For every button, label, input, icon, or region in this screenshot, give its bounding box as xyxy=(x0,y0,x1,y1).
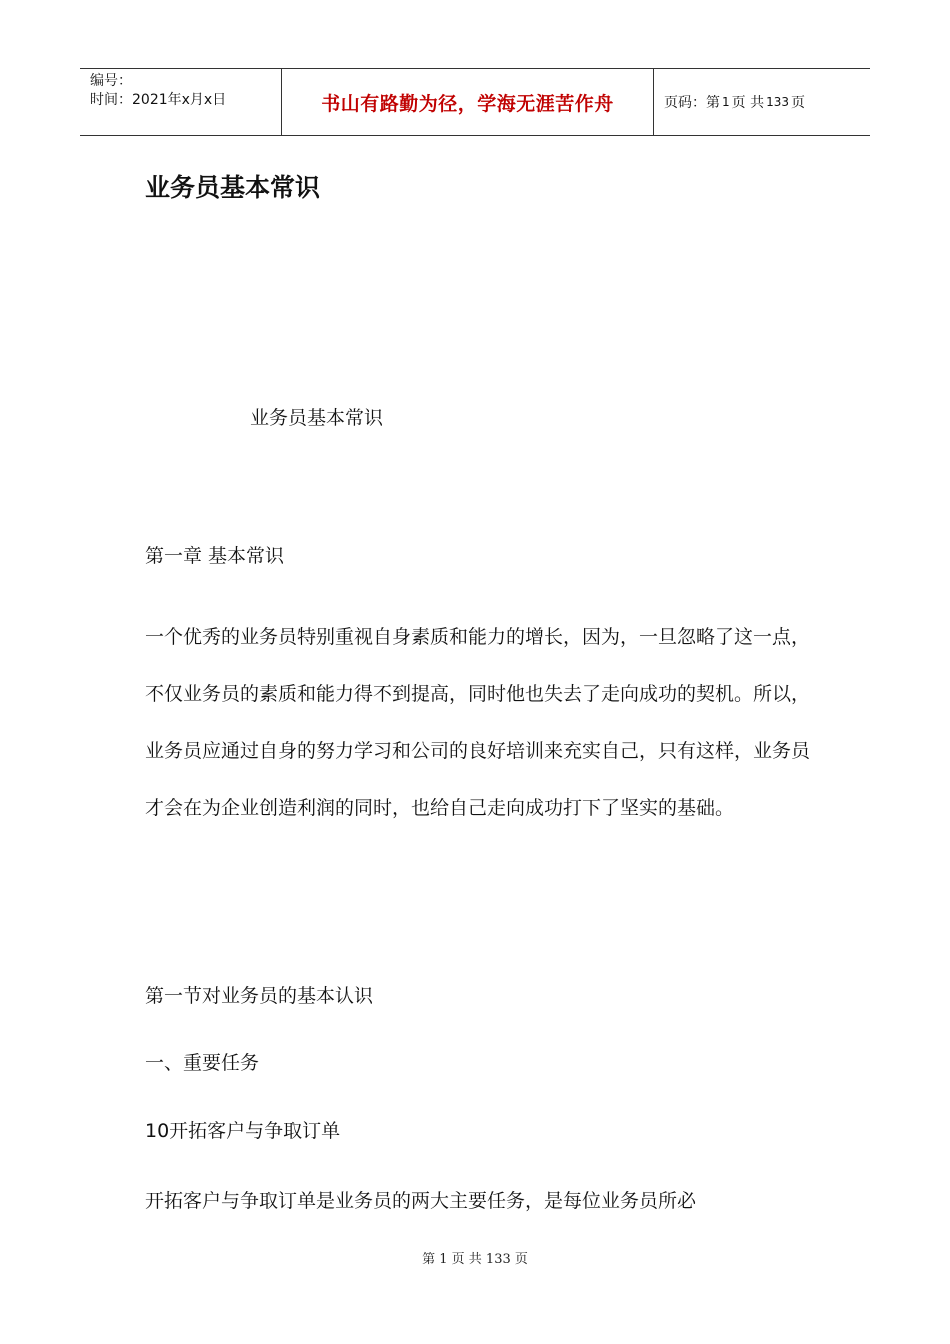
page-prefix: 页码：第 xyxy=(664,95,720,111)
document-subtitle: 业务员基本常识 xyxy=(250,407,384,429)
section-heading: 第一节对业务员的基本认识 xyxy=(145,985,374,1007)
header-motto: 书山有路勤为径，学海无涯苦作舟 xyxy=(282,69,654,135)
page-suffix: 页 xyxy=(791,95,805,111)
document-title: 业务员基本常识 xyxy=(145,173,321,202)
intro-paragraph: 一个优秀的业务员特别重视自身素质和能力的增长，因为，一旦忽略了这一点，不仅业务员的素质和能力得不到提高，同时他也失去了走向成功的契机。所以，业务员应通过自身的努力学习和公司的良好培训来充实自己，只有这样，业务员才会在为企业创造利润的同时，也给自己走向成功打下了坚实的基础。 xyxy=(145,626,811,819)
page-footer: 第 1 页 共 133 页 xyxy=(422,1252,528,1267)
header-meta xyxy=(80,69,282,135)
page-number: 1 xyxy=(722,95,730,109)
header-page-info xyxy=(654,69,870,135)
body-last-line: 开拓客户与争取订单是业务员的两大主要任务，是每位业务员所必 xyxy=(145,1190,697,1212)
page-total: 133 xyxy=(766,95,789,109)
chapter-heading: 第一章 基本常识 xyxy=(145,545,285,567)
subitem-heading: 10开拓客户与争取订单 xyxy=(145,1120,341,1142)
number-label: 编号： xyxy=(90,73,132,89)
page-header xyxy=(80,68,870,136)
time-label: 时间：2021年x月x日 xyxy=(90,92,227,108)
page-mid: 页 共 xyxy=(731,95,765,111)
item-heading: 一、重要任务 xyxy=(145,1052,260,1074)
